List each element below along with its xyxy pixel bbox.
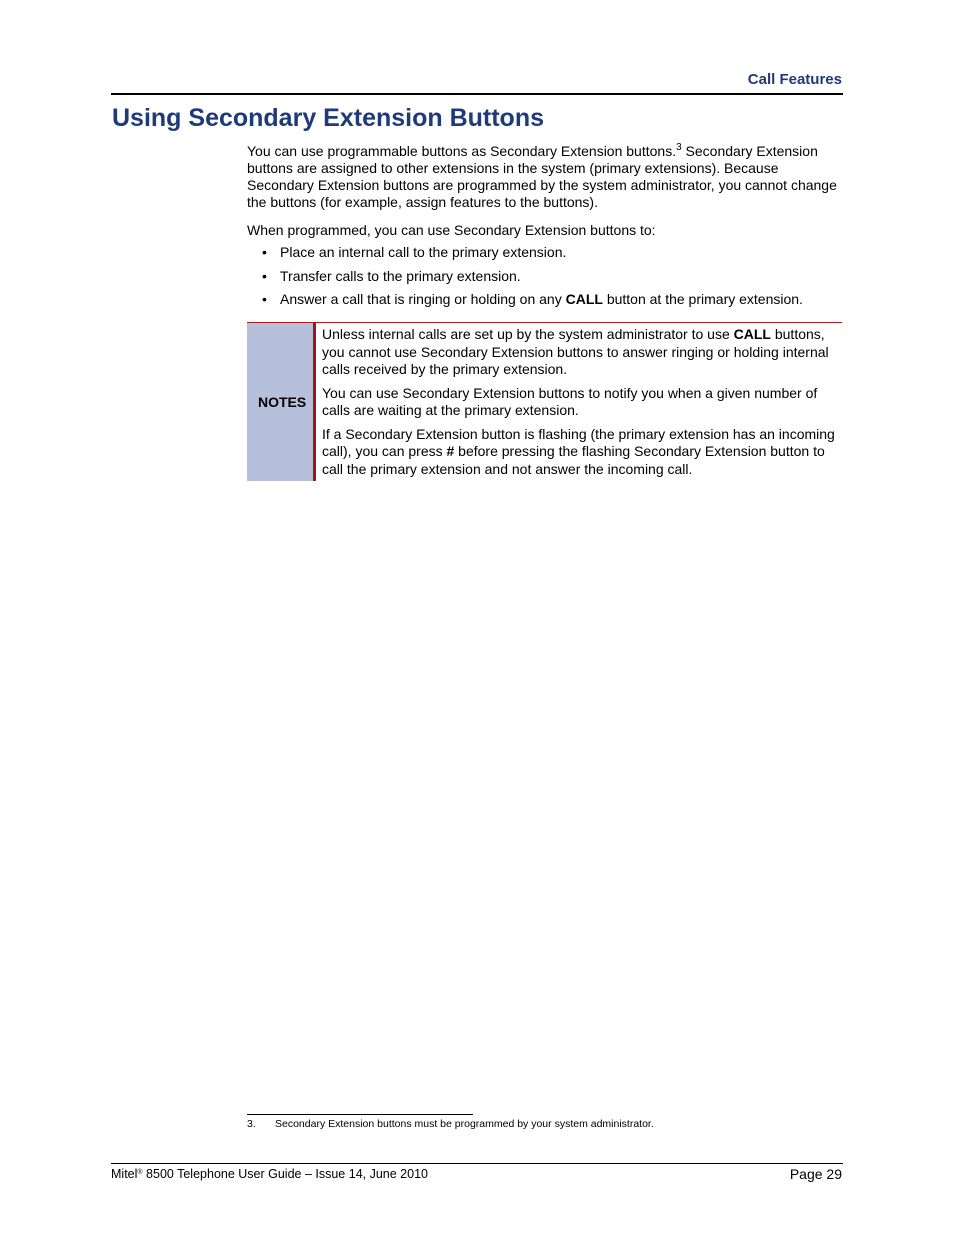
page-number: Page 29 — [789, 1166, 842, 1182]
header-rule — [111, 93, 843, 95]
footnote — [247, 1118, 654, 1130]
note-paragraph: If a Secondary Extension button is flashing (the primary extension has an incoming call), you can press # before pressing the flashing Secondary Extension button to call the primary extension and not answer the incoming call. — [322, 425, 835, 477]
bullet-icon: • — [262, 244, 267, 260]
footnote-ref[interactable]: 3 — [676, 142, 682, 153]
note-paragraph: Unless internal calls are set up by the system administrator to use CALL buttons, you cannot use Secondary Extension buttons to answer ringing or holding internal calls received by the primary extension. — [322, 326, 829, 377]
note-paragraph: You can use Secondary Extension buttons to notify you when a given number of calls are waiting at the primary extension. — [322, 384, 818, 418]
list-item: • Answer a call that is ringing or holding on any CALL button at the primary extension. — [262, 291, 803, 307]
intro-paragraph — [247, 143, 843, 211]
running-header-section: Call Features — [747, 71, 842, 88]
intro-text-b: Secondary Extension buttons are assigned to other extensions in the system (primary extensions). Because Secondary Extension buttons are programmed by the system administrator, you cannot change the buttons (for example, assign features to the buttons). — [247, 143, 837, 210]
notes-label: NOTES — [258, 394, 307, 410]
bullet-icon: • — [262, 291, 267, 307]
bullet-icon: • — [262, 267, 267, 284]
list-item: • Place an internal call to the primary extension. — [262, 244, 567, 260]
footer-guide-title: Mitel® 8500 Telephone User Guide – Issue 14, June 2010 — [111, 1167, 428, 1181]
page-title: Using Secondary Extension Buttons — [112, 104, 545, 132]
usage-lead-paragraph: When programmed, you can use Secondary Extension buttons to: — [247, 222, 656, 238]
notes-box — [247, 322, 842, 481]
footnote-number: 3. — [247, 1118, 256, 1130]
footnote-text: Secondary Extension buttons must be programmed by your system administrator. — [275, 1118, 654, 1130]
list-item: • Transfer calls to the primary extension. — [262, 267, 521, 284]
usage-list — [247, 244, 843, 315]
intro-text-a: You can use programmable buttons as Secondary Extension buttons. — [247, 143, 677, 159]
registered-mark: ® — [137, 1169, 143, 1176]
notes-body — [322, 326, 837, 484]
notes-label-cell — [247, 323, 316, 481]
footnote-rule — [247, 1114, 473, 1115]
footer-rule — [111, 1163, 843, 1164]
